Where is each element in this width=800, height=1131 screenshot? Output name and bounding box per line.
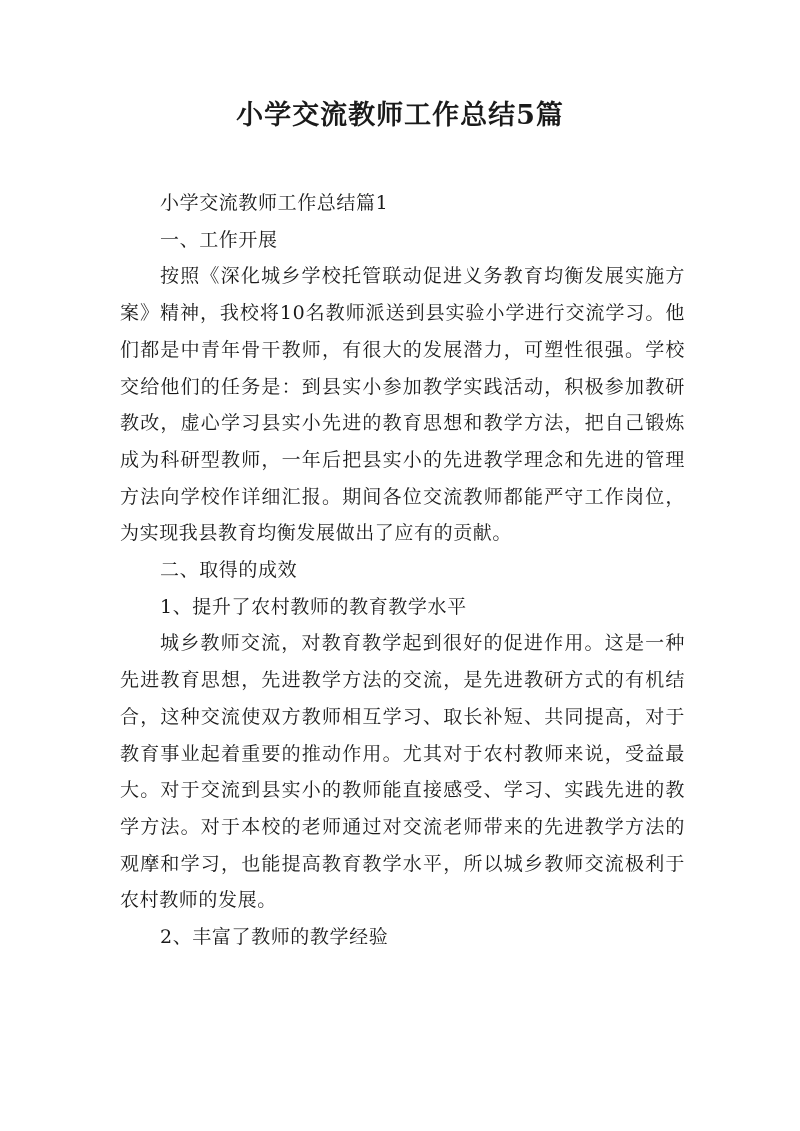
- section-heading-part1: 小学交流教师工作总结篇1: [160, 192, 389, 214]
- document-body: [120, 185, 685, 956]
- document-title: 小学交流教师工作总结5篇: [236, 100, 564, 131]
- paragraph-result-1: 城乡教师交流，对教育教学起到很好的促进作用。这是一种先进教育思想，先进教学方法的交流，是先进教研方式的有机结合，这种交流使双方教师相互学习、取长补短、共同提高，对于教育事业起着重要的推动作用。尤其对于农村教师来说，受益最大。对于交流到县实小的教师能直接感受、学习、实践先进的教学方法。对于本校的老师通过对交流老师带来的先进教学方法的观摩和学习，也能提高教育教学水平，所以城乡教师交流极利于农村教师的发展。: [120, 632, 685, 912]
- paragraph-work-development: 按照《深化城乡学校托管联动促进义务教育均衡发展实施方案》精神，我校将10名教师派送到县实验小学进行交流学习。他们都是中青年骨干教师，有很大的发展潜力，可塑性很强。学校交给他们的任务是：到县实小参加教学实践活动，积极参加教研教改，虚心学习县实小先进的教育思想和教学方法，把自己锻炼成为科研型教师，一年后把县实小的先进教学理念和先进的管理方法向学校作详细汇报。期间各位交流教师都能严守工作岗位，为实现我县教育均衡发展做出了应有的贡献。: [120, 265, 685, 545]
- subheading-results: 二、取得的成效: [160, 559, 298, 582]
- subheading-work-development: 一、工作开展: [160, 228, 278, 251]
- subheading-result-2: 2、丰富了教师的教学经验: [160, 926, 389, 949]
- subheading-result-1: 1、提升了农村教师的教育教学水平: [160, 595, 467, 618]
